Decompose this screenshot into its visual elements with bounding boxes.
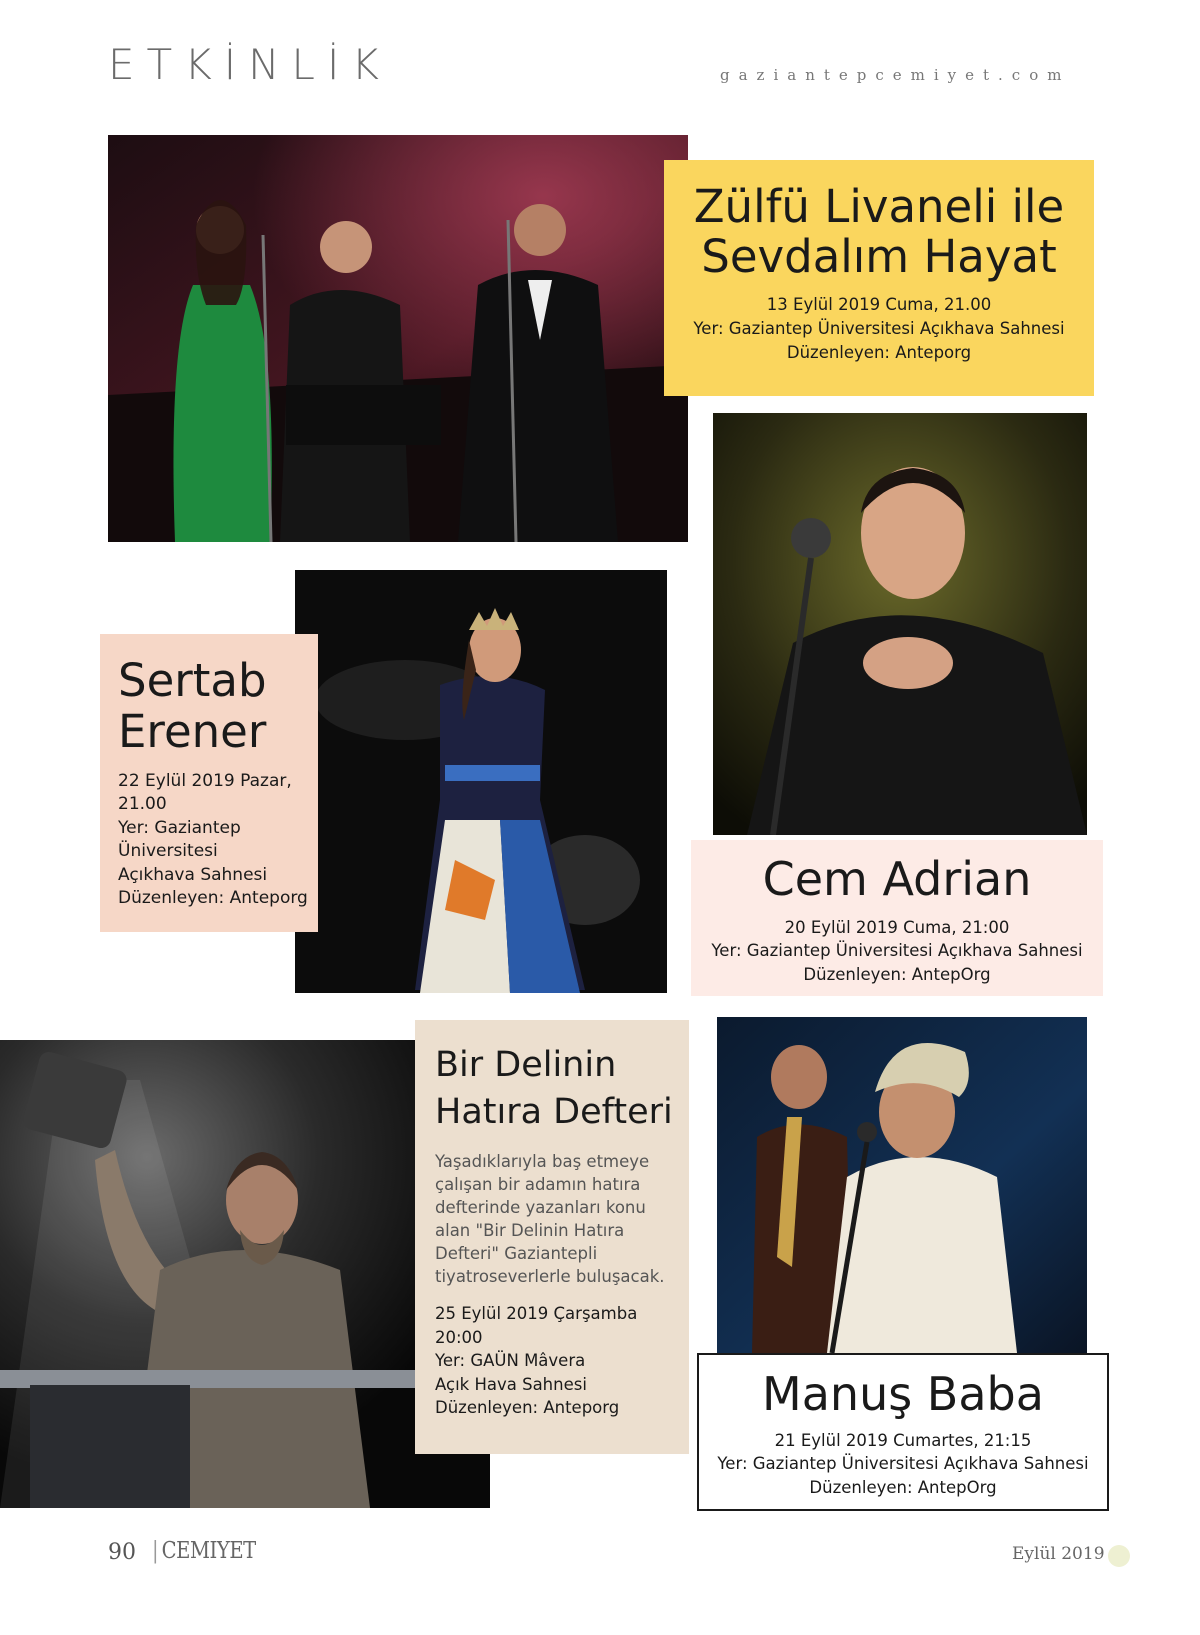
event-title-line: Zülfü Livaneli ile (693, 180, 1065, 233)
photo-cem-adrian (713, 413, 1087, 835)
photo-sertab-erener (295, 570, 667, 993)
event-title (435, 1042, 689, 1136)
event-title (118, 656, 318, 758)
publication-logo-text: CEMIYET (161, 1538, 256, 1564)
site-url: gaziantepcemiyet.com (720, 66, 1071, 84)
event-venue: Yer: GAÜN Mâvera (435, 1351, 586, 1370)
photo-zulfu-livaneli-concert (108, 135, 688, 542)
event-title: Manuş Baba (762, 1367, 1044, 1421)
event-card-zulfu-livaneli (664, 160, 1094, 396)
event-venue: Açık Hava Sahnesi (435, 1374, 587, 1394)
description-line: defterinde yazanları konu (435, 1198, 646, 1217)
event-title-line: Sevdalım Hayat (701, 230, 1057, 284)
description-line: Yaşadıklarıyla baş etmeye (435, 1152, 650, 1171)
event-venue: Yer: Gaziantep (118, 817, 241, 838)
event-venue: Yer: Gaziantep Üniversitesi Açıkhava Sahnesi (711, 941, 1083, 961)
description-line: alan "Bir Delinin Hatıra (435, 1221, 625, 1240)
publication-name (152, 1538, 256, 1564)
event-venue: Üniversitesi (118, 841, 218, 862)
event-card-sertab-erener (100, 634, 318, 932)
event-venue: Yer: Gaziantep Üniversitesi Açıkhava Sahnesi (717, 1454, 1089, 1474)
section-title: ETKİNLİK (108, 40, 391, 89)
event-organizer: Düzenleyen: Anteporg (786, 342, 972, 362)
event-details (118, 770, 318, 911)
description-line: çalışan bir adamın hatıra (435, 1175, 641, 1194)
event-details (664, 293, 1094, 365)
event-details (691, 916, 1103, 987)
event-date: 22 Eylül 2019 Pazar, (118, 770, 292, 791)
event-organizer: Düzenleyen: Anteporg (118, 888, 308, 909)
event-title-line: Bir Delinin (435, 1045, 617, 1085)
issue-date: Eylül 2019 (1012, 1544, 1105, 1564)
event-venue: Açıkhava Sahnesi (118, 864, 268, 885)
event-date: 25 Eylül 2019 Çarşamba (435, 1304, 638, 1323)
event-title: Cem Adrian (762, 852, 1032, 906)
description-line: Defteri" Gaziantepli (435, 1244, 598, 1263)
page-number: 90 (108, 1540, 136, 1565)
event-date: 13 Eylül 2019 Cuma, 21.00 (766, 294, 992, 314)
event-venue: Yer: Gaziantep Üniversitesi Açıkhava Sahnesi (693, 318, 1065, 338)
event-time: 20:00 (435, 1327, 483, 1347)
decorative-dot (1108, 1545, 1130, 1567)
event-card-manus-baba (697, 1353, 1109, 1511)
event-title-line: Hatıra Defteri (435, 1092, 673, 1132)
event-card-cem-adrian (691, 840, 1103, 996)
event-time: 21.00 (118, 794, 167, 815)
separator: | (152, 1538, 159, 1564)
event-card-bir-delinin-hatira-defteri (415, 1020, 689, 1454)
event-date: 21 Eylül 2019 Cumartes, 21:15 (774, 1430, 1032, 1450)
event-details (699, 1429, 1107, 1500)
event-title (664, 182, 1094, 283)
event-organizer: Düzenleyen: AntepOrg (809, 1477, 997, 1497)
event-title-line: Erener (118, 704, 267, 758)
description-line: tiyatroseverlerle buluşacak. (435, 1267, 665, 1286)
event-date: 20 Eylül 2019 Cuma, 21:00 (784, 917, 1010, 937)
event-description (435, 1150, 689, 1288)
event-organizer: Düzenleyen: Anteporg (435, 1398, 620, 1417)
event-details (435, 1302, 689, 1420)
photo-manus-baba (717, 1017, 1087, 1353)
event-title-line: Sertab (118, 654, 267, 707)
event-organizer: Düzenleyen: AntepOrg (803, 964, 991, 984)
